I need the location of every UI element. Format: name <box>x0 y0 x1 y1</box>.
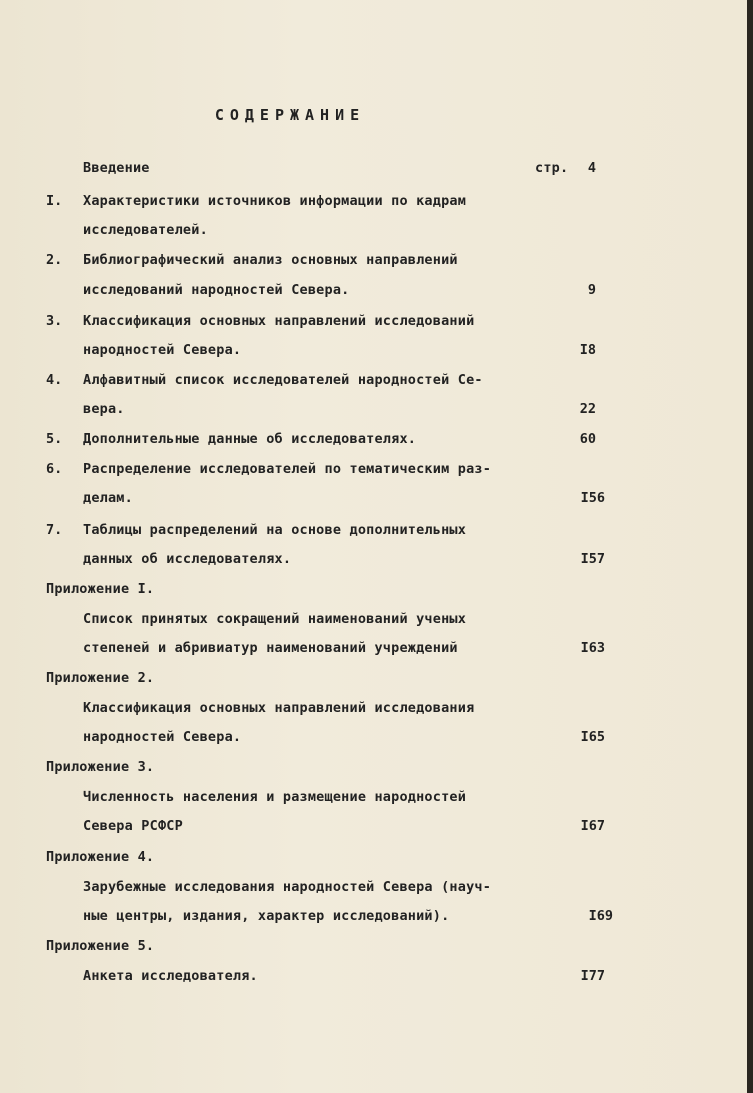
appendix-line: Анкета исследователя. <box>83 968 258 984</box>
item-page: I8 <box>579 342 596 358</box>
appendix-page: I67 <box>580 818 605 834</box>
item-number: 5. <box>46 431 63 447</box>
item-line: Дополнительные данные об исследователях. <box>83 431 417 447</box>
appendix-line: народностей Севера. <box>83 729 242 745</box>
appendix-heading: Приложение 2. <box>46 670 155 686</box>
appendix-line: Севера РСФСР <box>83 818 183 834</box>
item-number: 4. <box>46 372 63 388</box>
item-line: Алфавитный список исследователей народностей Се- <box>83 372 483 388</box>
appendix-page: I69 <box>588 908 613 924</box>
scan-edge <box>747 0 753 1093</box>
item-line: исследований народностей Севера. <box>83 282 350 298</box>
appendix-page: I63 <box>580 640 605 656</box>
item-line: данных об исследователях. <box>83 551 292 567</box>
item-page: I56 <box>580 490 605 506</box>
item-line: народностей Севера. <box>83 342 242 358</box>
item-line: делам. <box>83 490 133 506</box>
intro-page-prefix: стр. <box>535 160 569 176</box>
appendix-heading: Приложение 3. <box>46 759 155 775</box>
item-number: 2. <box>46 252 63 268</box>
appendix-heading: Приложение 5. <box>46 938 155 954</box>
item-number: 6. <box>46 461 63 477</box>
appendix-line: Список принятых сокращений наименований ученых <box>83 611 467 627</box>
intro-page: 4 <box>587 160 596 176</box>
item-page: 9 <box>587 282 596 298</box>
appendix-heading: Приложение 4. <box>46 849 155 865</box>
item-line: исследователей. <box>83 222 208 238</box>
item-line: Распределение исследователей по тематическим раз- <box>83 461 492 477</box>
item-line: Библиографический анализ основных направлений <box>83 252 458 268</box>
appendix-line: Классификация основных направлений исследования <box>83 700 475 716</box>
appendix-line: Численность населения и размещение народностей <box>83 789 467 805</box>
item-number: I. <box>46 193 63 209</box>
item-page: 22 <box>579 401 596 417</box>
appendix-page: I65 <box>580 729 605 745</box>
item-line: вера. <box>83 401 125 417</box>
appendix-line: степеней и абривиатур наименований учреждений <box>83 640 458 656</box>
item-number: 7. <box>46 522 63 538</box>
item-line: Таблицы распределений на основе дополнительных <box>83 522 467 538</box>
appendix-heading: Приложение I. <box>46 581 155 597</box>
item-number: 3. <box>46 313 63 329</box>
appendix-line: ные центры, издания, характер исследований). <box>83 908 450 924</box>
item-line: Характеристики источников информации по кадрам <box>83 193 467 209</box>
appendix-line: Зарубежные исследования народностей Севера (науч- <box>83 879 492 895</box>
appendix-page: I77 <box>580 968 605 984</box>
item-page: 60 <box>579 431 596 447</box>
intro-label: Введение <box>83 160 150 176</box>
item-page: I57 <box>580 551 605 567</box>
item-line: Классификация основных направлений исследований <box>83 313 475 329</box>
page-title: СОДЕРЖАНИЕ <box>214 106 366 124</box>
